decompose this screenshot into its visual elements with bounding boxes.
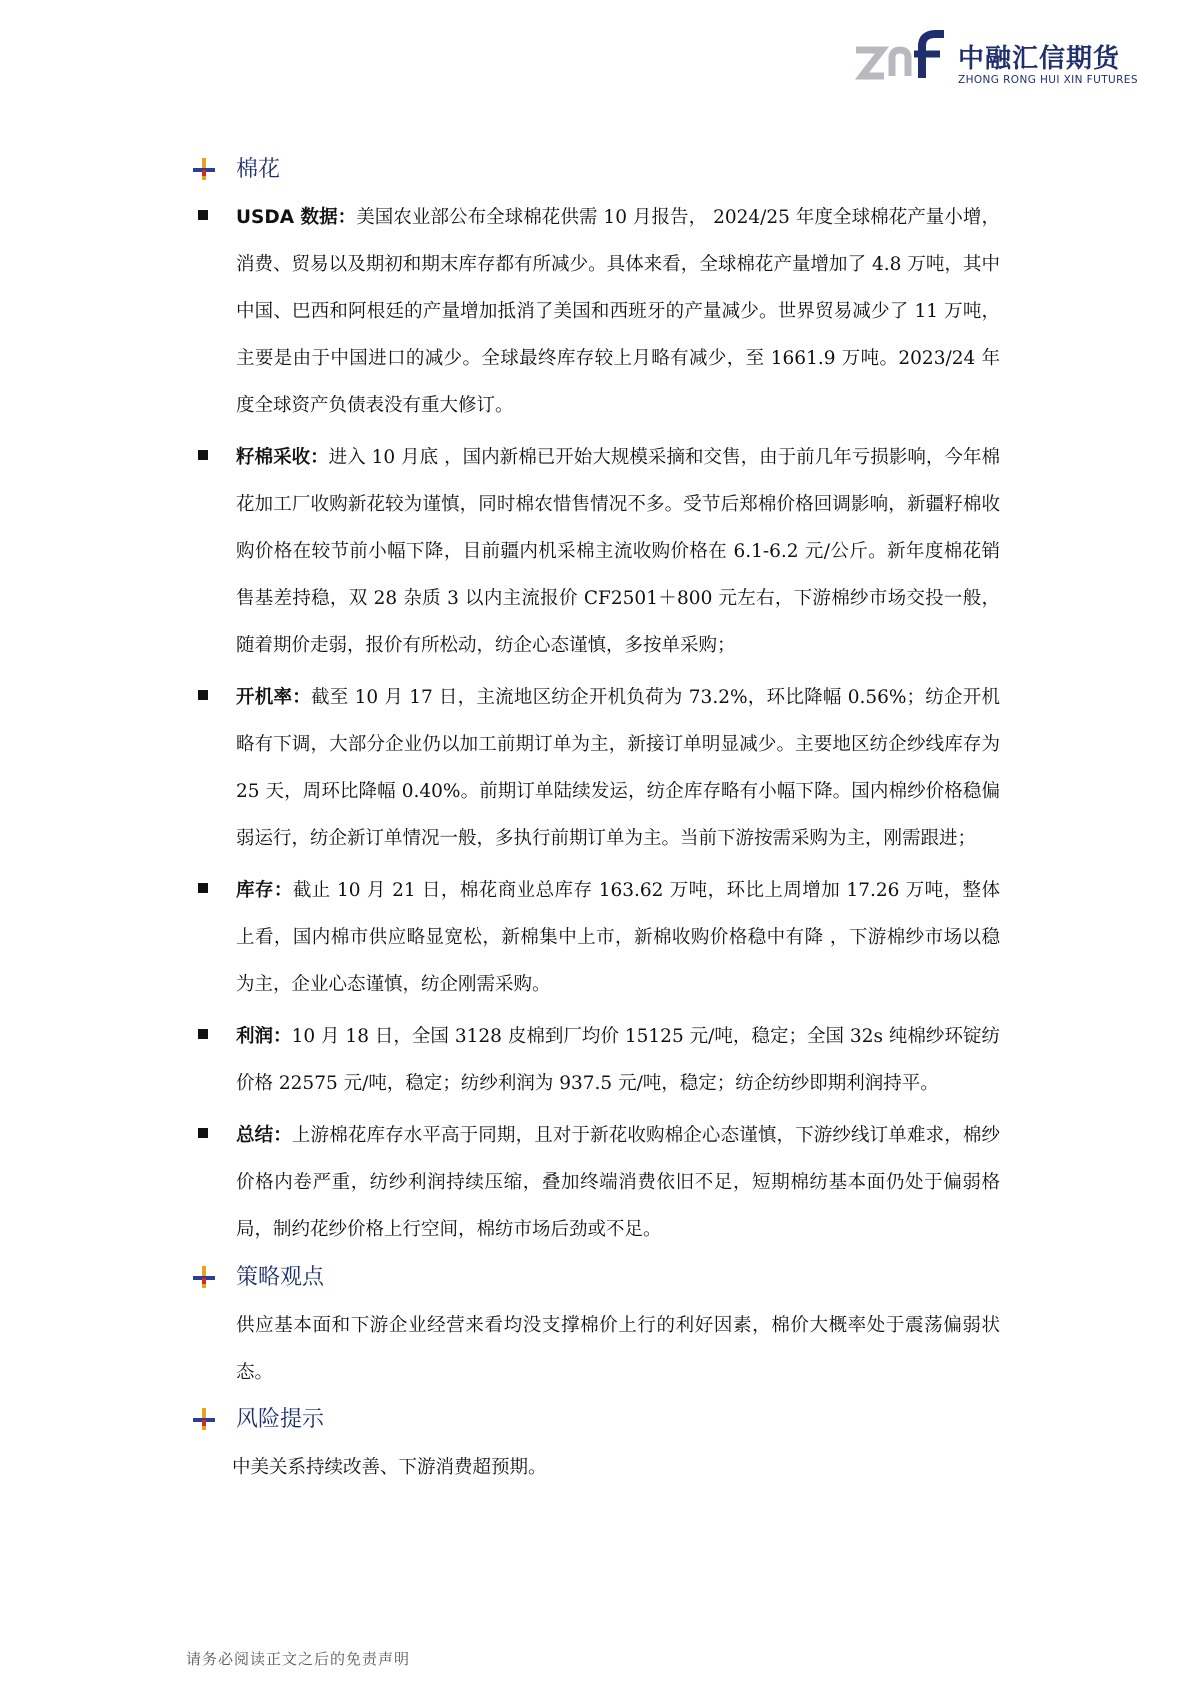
strategy-text: 供应基本面和下游企业经营来看均没支撑棉价上行的利好因素，棉价大概率处于震荡偏弱状态。 [236,1315,1000,1383]
section-header-risk [190,1400,1000,1444]
bullet-label: 库存： [236,880,293,901]
section-title: 策略观点 [236,1265,325,1290]
bullet-item-summary [190,1112,1000,1253]
bullet-square-icon [198,450,208,460]
bullet-text: 美国农业部公布全球棉花供需 10 月报告， 2024/25 年度全球棉花产量小增，消费、贸易以及期初和期末库存都有所减少。具体来看，全球棉花产量增加了 4.8 万吨，其中中国、巴西和阿根廷的产量增加抵消了美国和西班牙的产量减少。世界贸易减少了 11 万吨，主要是由于中国进口的减少。全球最终库存较上月略有减少，至 1661.9 万吨。2023/24 年度全球资产负债表没有重大修订。 [236,207,1000,416]
bullet-item-operating-rate [190,674,1000,862]
bullet-text: 截止 10 月 21 日，棉花商业总库存 163.62 万吨，环比上周增加 17.26 万吨，整体上看，国内棉市供应略显宽松，新棉集中上市，新棉收购价格稳中有降 ，下游棉纱市场以稳为主，企业心态谨慎，纺企刚需采购。 [236,880,1000,995]
company-logo [852,28,1162,92]
znf-logo-icon [852,28,948,92]
bullet-square-icon [198,1128,208,1138]
bullet-text: 截至 10 月 17 日，主流地区纺企开机负荷为 73.2%，环比降幅 0.56%；纺企开机略有下调，大部分企业仍以加工前期订单为主，新接订单明显减少。主要地区纺企纱线库存为 25 天，周环比降幅 0.40%。前期订单陆续发运，纺企库存略有小幅下降。国内棉纱价格稳偏弱运行，纺企新订单情况一般，多执行前期订单为主。当前下游按需采购为主，刚需跟进； [236,687,1000,849]
logo-chinese-name: 中融汇信期货 [958,44,1121,74]
section-title: 棉花 [236,157,281,182]
risk-text: 中美关系持续改善、下游消费超预期。 [232,1457,547,1478]
bullet-item-seed-cotton [190,434,1000,669]
bullet-label: 利润： [236,1026,292,1047]
bullet-item-inventory [190,867,1000,1008]
section-cross-marker-icon [193,158,215,180]
bullet-square-icon [198,1029,208,1039]
section-header-strategy [190,1258,1000,1302]
bullet-label: 开机率： [236,687,312,708]
bullet-text: 进入 10 月底 ，国内新棉已开始大规模采摘和交售，由于前几年亏损影响，今年棉花加工厂收购新花较为谨慎，同时棉农惜售情况不多。受节后郑棉价格回调影响，新疆籽棉收购价格在较节前小幅下降，目前疆内机采棉主流收购价格在 6.1-6.2 元/公斤。新年度棉花销售基差持稳，双 28 杂质 3 以内主流报价 CF2501＋800 元左右，下游棉纱市场交投一般，随着期价走弱，报价有所松动，纺企心态谨慎，多按单采购； [236,447,1000,656]
bullet-square-icon [198,883,208,893]
report-content [190,150,1000,1495]
section-cross-marker-icon [193,1408,215,1430]
bullet-label: USDA 数据： [236,207,357,228]
footer-disclaimer: 请务必阅读正文之后的免责声明 [186,1650,411,1668]
bullet-square-icon [198,210,208,220]
logo-english-name: ZHONG RONG HUI XIN FUTURES [958,74,1138,86]
section-title: 风险提示 [236,1407,325,1432]
bullet-item-usda [190,194,1000,429]
bullet-square-icon [198,690,208,700]
bullet-label: 籽棉采收： [236,447,329,468]
section-cross-marker-icon [193,1266,215,1288]
bullet-text: 10 月 18 日，全国 3128 皮棉到厂均价 15125 元/吨，稳定；全国 32s 纯棉纱环锭纺价格 22575 元/吨，稳定；纺纱利润为 937.5 元/吨，稳定；纺企纺纱即期利润持平。 [236,1026,1000,1094]
bullet-label: 总结： [236,1125,292,1146]
bullet-item-profit [190,1013,1000,1107]
section-header-cotton [190,150,1000,194]
bullet-text: 上游棉花库存水平高于同期，且对于新花收购棉企心态谨慎，下游纱线订单难求，棉纱价格内卷严重，纺纱利润持续压缩，叠加终端消费依旧不足，短期棉纺基本面仍处于偏弱格局，制约花纱价格上行空间，棉纺市场后劲或不足。 [236,1125,1000,1240]
